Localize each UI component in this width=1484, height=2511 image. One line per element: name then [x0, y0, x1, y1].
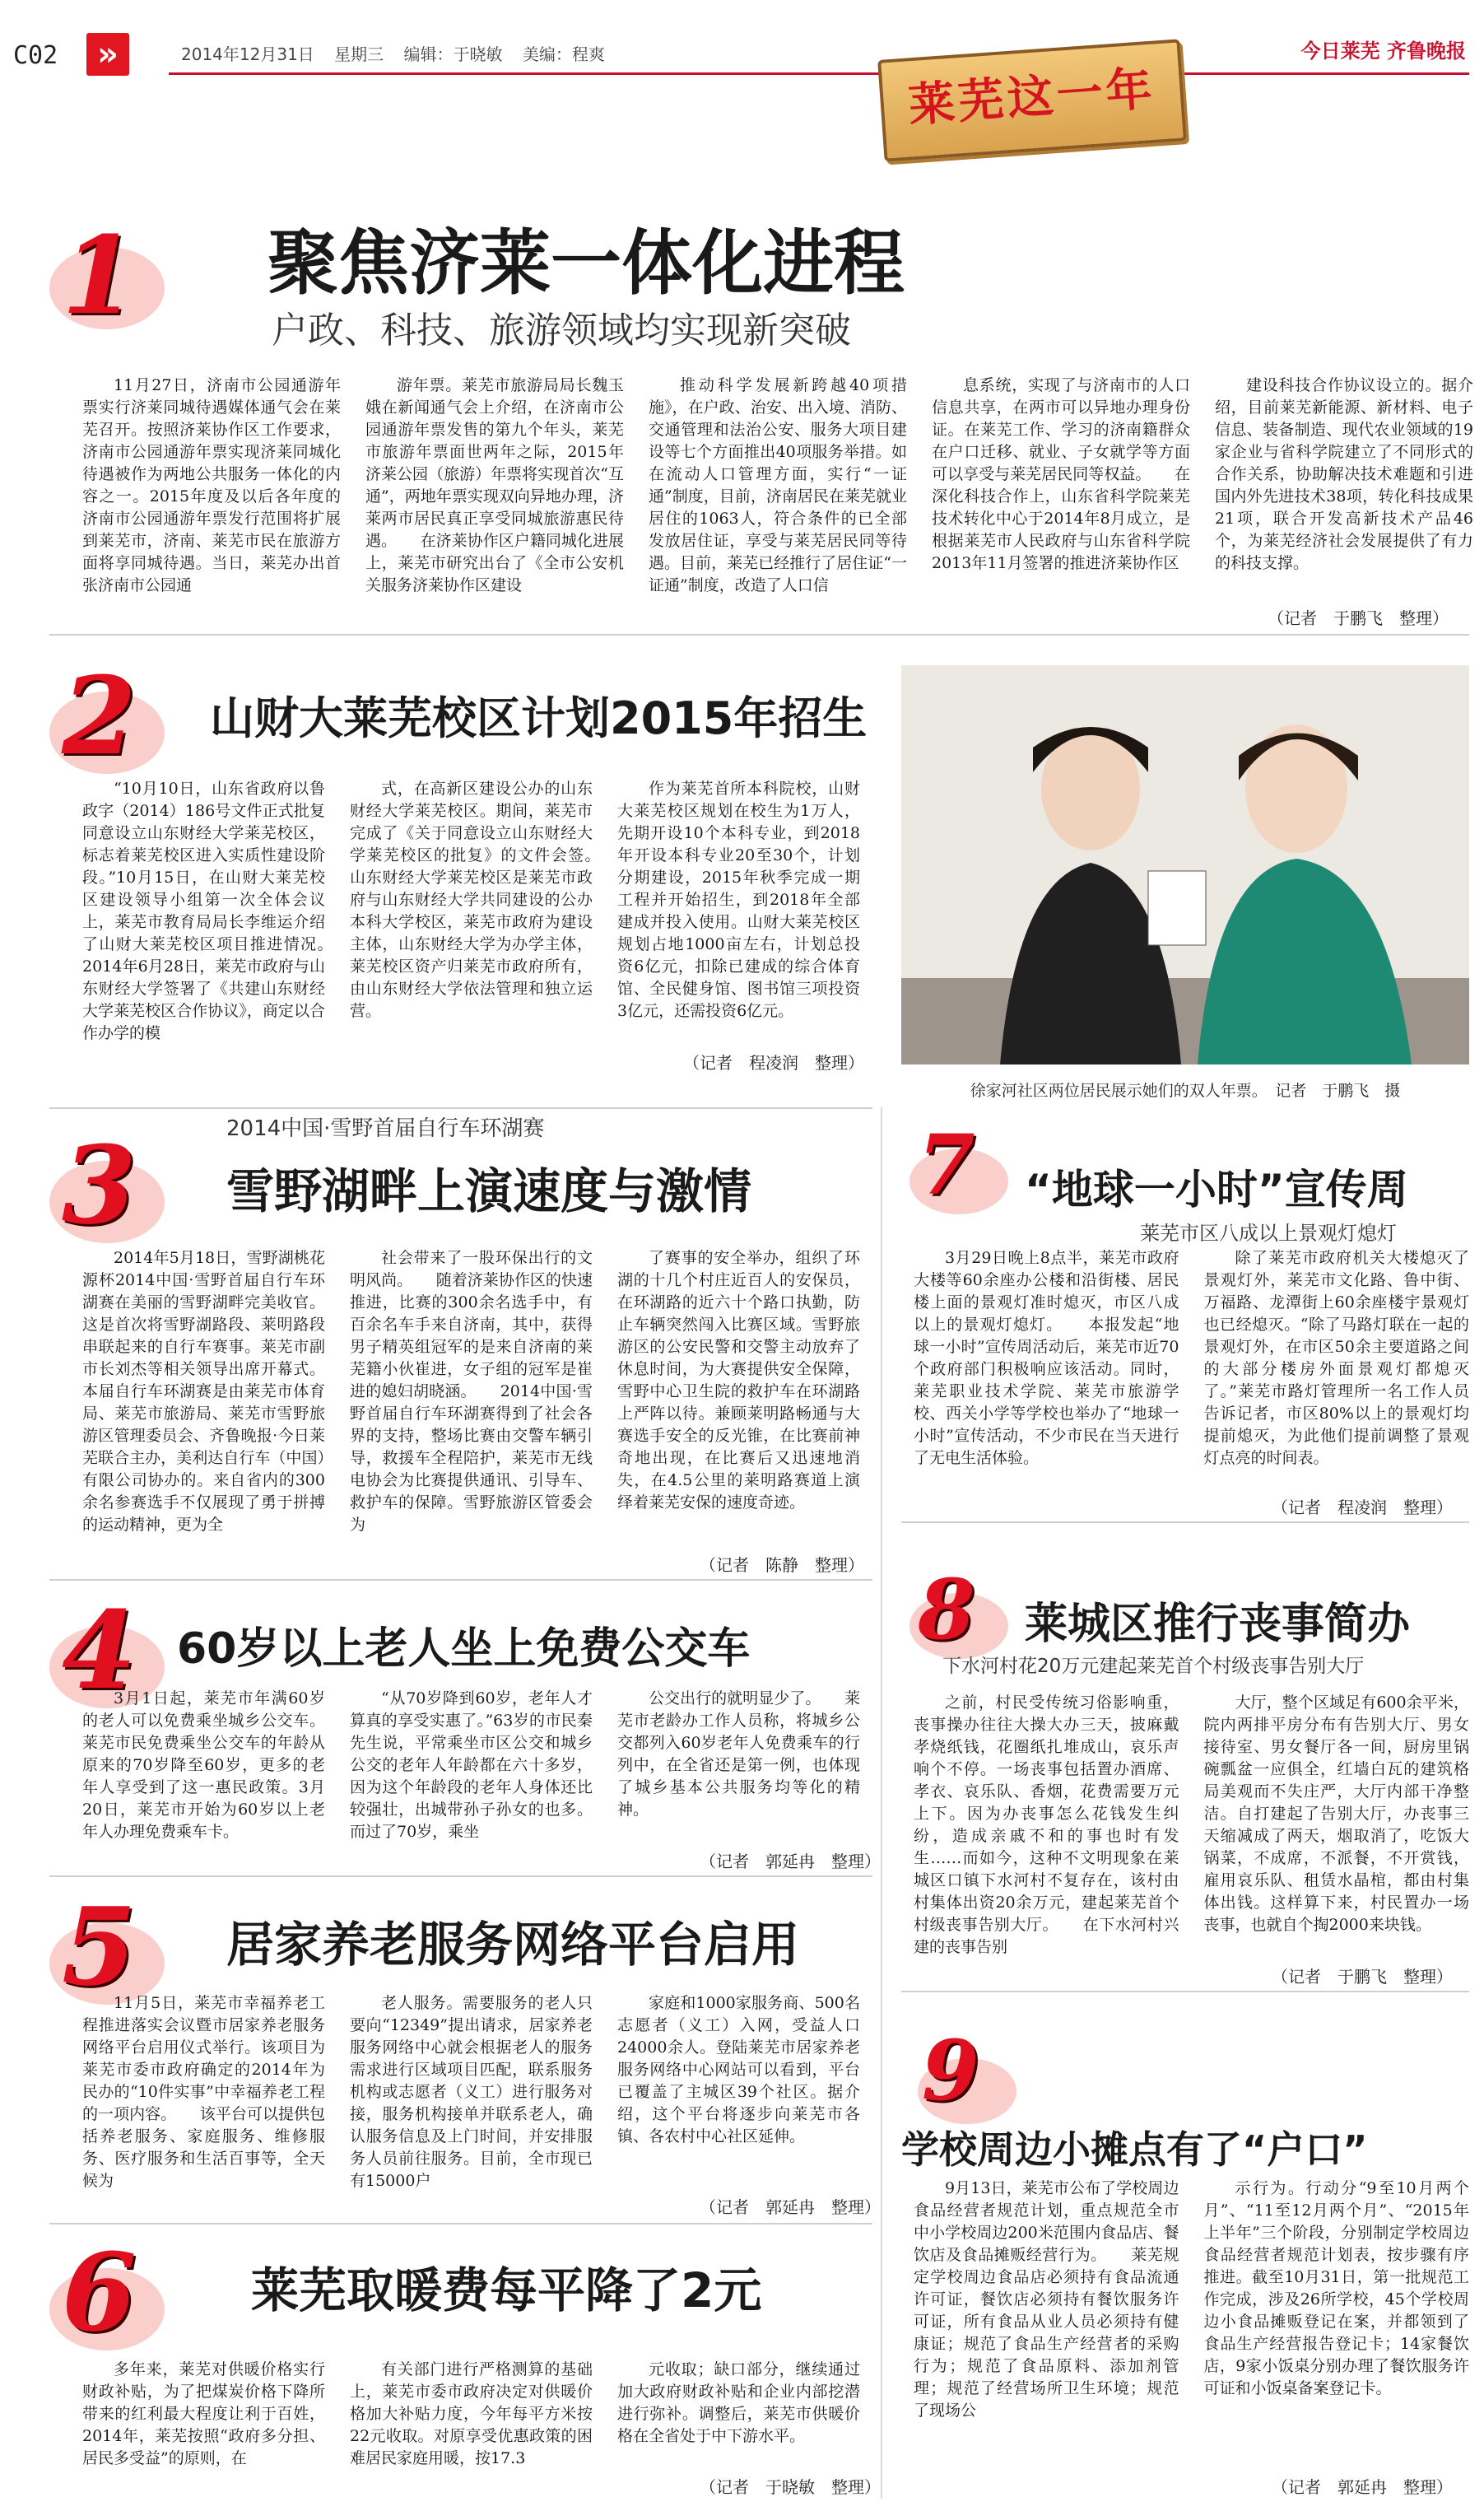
masthead-rule: [169, 72, 1469, 75]
byline: （记者 于鹏飞 整理）: [1272, 1967, 1453, 1987]
article-column: 社会带来了一股环保出行的文明风尚。 随着济莱协作区的快速推进，比赛的300余名选手中，有百余名车手来自济南，其中，获得男子精英组冠军的是来自济南的莱芜籍小伙崔进，女子组的冠军是崔进的媳妇胡晓涵。 2014中国·雪野首届自行车环湖赛得到了社会各界的支持，整场比赛由交警车辆引导，救援车全程陪护，莱芜市无线电协会为比赛提供通讯、引导车、救护车的保障。雪野旅游区管委会为: [350, 1249, 593, 1534]
article-number: 5: [62, 1884, 137, 2010]
article-column: 息系统，实现了与济南市的人口信息共享，在两市可以异地办理身份证。在莱芜工作、学习的济南籍群众在户口迁移、就业、子女就学等方面可以享受与莱芜居民同等权益。 在深化科技合作上，山东省科学院莱芜技术转化中心于2014年8月成立，是根据莱芜市人民政府与山东省科学院2013年11月签署的推进济莱协作区: [932, 376, 1190, 572]
article-body: [82, 2359, 860, 2470]
article-column: 游年票。莱芜市旅游局局长魏玉娥在新闻通气会上介绍，在济南市公园通游年票发售的第九个年头，莱芜市旅游年票面世两年之际，2015年济莱公园（旅游）年票将实现首次“互通”，两地年票实现双向异地办理，济莱两市居民真正享受同城旅游惠民待遇。 在济莱协作区户籍同城化进展上，莱芜市研究出台了《全市公安机关服务济莱协作区建设: [365, 376, 624, 594]
divider: [49, 1875, 872, 1877]
article-column: 3月1日起，莱芜市年满60岁的老人可以免费乘坐城乡公交车。莱芜市民免费乘坐公交车的年龄从原来的70岁降至60岁，更多的老年人享受到了这一惠民政策。3月20日，莱芜市开始为60岁以上老年人办理免费乘车卡。: [82, 1689, 325, 1841]
article-column: 2014年5月18日，雪野湖桃花源杯2014中国·雪野首届自行车环湖赛在美丽的雪野湖畔完美收官。这是首次将雪野湖路段、莱明路段串联起来的自行车赛事。莱芜市副市长刘杰等相关领导出席开幕式。本届自行车环湖赛是由莱芜市体育局、莱芜市旅游局、莱芜市雪野旅游区管理委员会、齐鲁晚报·今日莱芜联合主办，美利达自行车（中国）有限公司协办的。来自省内的300余名参赛选手不仅展现了勇于拼搏的运动精神，更为全: [82, 1249, 325, 1534]
byline: （记者 郭延冉 整理）: [700, 1852, 881, 1871]
article-headline: 山财大莱芜校区计划2015年招生: [210, 692, 868, 744]
article-body: [82, 1688, 860, 1852]
article-number: 2: [62, 653, 137, 779]
column-divider: [881, 1107, 882, 2499]
article-subheadline: 莱芜市区八成以上景观灯熄灯: [1140, 1222, 1397, 1245]
page-number: C02: [13, 41, 58, 70]
issue-meta: [181, 41, 620, 65]
article-headline: 莱城区推行丧事简办: [1025, 1600, 1411, 1649]
designer-credit: 美编：程爽: [522, 44, 605, 64]
article-column: 作为莱芜首所本科院校，山财大莱芜校区规划在校生为1万人，先期开设10个本科专业，到2018年开设本科专业20至30个，计划分期建设，2015年秋季完成一期工程并开始招生，到2018年全部建成并投入使用。山财大莱芜校区规划占地1000亩左右，计划总投资6亿元，扣除已建成的综合体育馆、全民健身馆、图书馆三项投资3亿元，还需投资6亿元。: [617, 780, 860, 1020]
news-photo: [901, 665, 1469, 1064]
article-number: 7: [918, 1116, 975, 1214]
publication-name: 今日莱芜 齐鲁晚报: [1300, 39, 1466, 63]
article-number: 3: [62, 1122, 137, 1248]
article-body: [82, 1992, 860, 2198]
article-column: 有关部门进行严格测算的基础上，莱芜市委市政府决定对供暖价格加大补贴力度，今年每平方米按22元收取。对原享受优惠政策的困难居民家庭用暖，按17.3: [350, 2360, 593, 2467]
article-column: 11月27日，济南市公园通游年票实行济莱同城待遇媒体通气会在莱芜召开。按照济莱协作区工作要求，济南市公园通游年票实现济莱同城化待遇被作为两地公共服务一体化的内容之一。2015年度及以后各年度的济南市公园通游年票发行范围将扩展到莱芜市，济南、莱芜市民在旅游方面将享同城待遇。当日，莱芜办出首张济南市公园通: [82, 376, 341, 594]
issue-date: 2014年12月31日: [181, 44, 314, 64]
article-column: 式，在高新区建设公办的山东财经大学莱芜校区。期间，莱芜市完成了《关于同意设立山东财经大学莱芜校区的批复》的文件会签。 山东财经大学莱芜校区是莱芜市政府与山东财经大学共同建设的公办本科大学校区，莱芜市政府为建设主体，山东财经大学为办学主体，莱芜校区资产归莱芜市政府所有，由山东财经大学依法管理和独立运营。: [350, 780, 625, 1020]
article-subheadline: 户政、科技、旅游领域均实现新突破: [272, 310, 851, 352]
divider: [49, 1579, 872, 1581]
article-column: 9月13日，莱芜市公布了学校周边食品经营者规范计划，重点规范全市中小学校周边200米范围内食品店、餐饮店及食品摊贩经营行为。 莱芜规定学校周边食品店必须持有食品流通许可证，餐饮店必须持有餐饮服务许可证，所有食品从业人员必须持有健康证；规范了食品生产经营者的采购行为；规范了食品原料、添加剂管理；规范了经营场所卫生环境；规范了现场公: [914, 2179, 1179, 2420]
article-body: [914, 2178, 1469, 2470]
article-number: 6: [62, 2229, 137, 2355]
article-column: 了赛事的安全举办，组织了环湖的十几个村庄近百人的安保员，在环湖路的近六十个路口执勤，防止车辆突然闯入比赛区域。雪野旅游区的公安民警和交警主动放弃了休息时间，为大赛提供安全保障，雪野中心卫生院的救护车在环湖路上严阵以待。兼顾莱明路畅通与大赛选手安全的反光锥，在比赛前神奇地出现，在比赛后又迅速地消失，在4.5公里的莱明路赛道上演绎着莱芜安保的速度奇迹。: [617, 1249, 860, 1512]
article-body: [82, 1247, 860, 1556]
byline: （记者 郭延冉 整理）: [1272, 2477, 1453, 2497]
article-column: “10月10日，山东省政府以鲁政字（2014）186号文件正式批复同意设立山东财经大学莱芜校区，标志着莱芜校区进入实质性建设阶段。”10月15日，在山财大莱芜校区建设领导小组第一次全体会议上，莱芜市教育局局长李维运介绍了山财大莱芜校区项目推进情况。 2014年6月28日，莱芜市政府与山东财经大学签署了《共建山东财经大学莱芜校区合作协议》，商定以合作办学的模: [82, 780, 357, 1042]
article-column: 公交出行的就明显少了。 莱芜市老龄办工作人员称，将城乡公交都列入60岁老年人免费乘车的行列中，在全省还是第一例，也体现了城乡基本公共服务均等化的精神。: [617, 1689, 860, 1819]
divider: [49, 2223, 872, 2224]
photo-illustration: [901, 665, 1469, 1064]
byline: （记者 于鹏飞 整理）: [1268, 608, 1449, 628]
article-headline: “地球一小时”宣传周: [1025, 1166, 1408, 1214]
article-body: [82, 375, 1473, 605]
article-column: 除了莱芜市政府机关大楼熄灭了景观灯外，莱芜市文化路、鲁中街、万福路、龙潭街上60余座楼宇景观灯也已经熄灭。“除了马路灯联在一起的景观灯外，在市区50余主要道路之间的大部分楼房外面景观灯都熄灭了。”莱芜市路灯管理所一名工作人员告诉记者，市区80%以上的景观灯均提前熄灭，为此他们提前调整了景观灯点亮的时间表。: [1203, 1249, 1469, 1467]
article-column: “从70岁降到60岁，老年人才算真的享受实惠了。”63岁的市民秦先生说，平常乘坐市区公交和城乡公交的老年人年龄都在六十多岁，因为这个年龄段的老年人身体还比较强壮，出城带孙子孙女的也多。而过了70岁，乘坐: [350, 1689, 593, 1841]
article-column: 大厅，整个区域足有600余平米，院内两排平房分布有告别大厅、男女接待室、男女餐厅各一间，厨房里锅碗瓢盆一应俱全，红墙白瓦的建筑格局美观而不失庄严，大厅内部干净整洁。自打建起了告别大厅，办丧事三天缩减成了两天，烟取消了，吃饭大锅菜，不成席，不派餐，不开赏钱，雇用哀乐队、租赁水晶棺，都由村集体出钱。这样算下来，村民置办一场丧事，也就自个掏2000来块钱。: [1203, 1693, 1469, 1934]
article-headline: 莱芜取暖费每平降了2元: [251, 2262, 762, 2318]
section-title: 莱芜这一年: [906, 61, 1157, 133]
divider: [901, 1991, 1469, 1992]
issue-weekday: 星期三: [334, 44, 384, 64]
byline: （记者 陈静 整理）: [700, 1555, 864, 1575]
article-subheadline: 下水河村花20万元建起莱芜首个村级丧事告别大厅: [942, 1656, 1365, 1677]
divider: [901, 1521, 1469, 1523]
article-pretitle: 2014中国·雪野首届自行车环湖赛: [226, 1116, 545, 1141]
chevron-right-icon: »: [86, 33, 129, 76]
article-column: 元收取；缺口部分，继续通过加大政府财政补贴和企业内部挖潜进行弥补。调整后，莱芜市供暖价格在全省处于中下游水平。: [617, 2360, 860, 2445]
byline: （记者 程凌润 整理）: [1272, 1498, 1453, 1517]
article-number: 9: [922, 2022, 979, 2119]
article-headline: 雪野湖畔上演速度与激情: [226, 1163, 752, 1219]
byline: （记者 程凌润 整理）: [683, 1053, 864, 1073]
article-column: 多年来，莱芜对供暖价格实行财政补贴，为了把煤炭价格下降所带来的红利最大程度让利于百姓，2014年，莱芜按照“政府多分担、居民多受益”的原则，在: [82, 2360, 325, 2467]
article-number: 1: [62, 212, 137, 338]
article-column: 老人服务。需要服务的老人只要向“12349”提出请求，居家养老服务网络中心就会根据老人的服务需求进行区域项目匹配，联系服务机构或志愿者（义工）进行服务对接，服务机构接单并联系老人，确认服务信息及上门时间，并安排服务人员前往服务。目前，全市现已有15000户: [350, 1994, 593, 2190]
article-number: 8: [918, 1561, 975, 1658]
article-column: 3月29日晚上8点半，莱芜市政府大楼等60余座办公楼和沿街楼、居民楼上面的景观灯准时熄灭，市区八成以上的景观灯熄灯。 本报发起“地球一小时”宣传周活动后，莱芜市近70个政府部门积极响应该活动。同时，莱芜职业技术学院、莱芜市旅游学校、西关小学等学校也举办了“地球一小时”宣传活动，不少市民在当天进行了无电生活体验。: [914, 1249, 1179, 1467]
editor-credit: 编辑：于晓敏: [403, 44, 503, 64]
masthead: [0, 0, 1484, 148]
article-number: 4: [62, 1587, 137, 1713]
byline: （记者 于晓敏 整理）: [700, 2477, 881, 2497]
article-headline: 居家养老服务网络平台启用: [226, 1917, 800, 1973]
divider: [49, 634, 1469, 636]
article-body: [914, 1247, 1469, 1486]
article-headline: 60岁以上老人坐上免费公交车: [177, 1624, 751, 1674]
article-headline: 聚焦济莱一体化进程: [267, 222, 905, 305]
article-column: 家庭和1000家服务商、500名志愿者（义工）入网，受益人口24000余人。登陆莱芜市居家养老服务网络中心网站可以看到，平台已覆盖了主城区39个社区。据介绍，这个平台将逐步向莱芜市各镇、各农村中心社区延伸。: [617, 1994, 860, 2145]
article-column: 之前，村民受传统习俗影响重，丧事操办往往大操大办三天，披麻戴孝烧纸钱，花圈纸扎堆成山，哀乐声响个不停。一场丧事包括置办酒席、孝衣、哀乐队、香烟，花费需要万元上下。因为办丧事怎么花钱发生纠纷，造成亲戚不和的事也时有发生……而如今，这种不文明现象在莱城区口镇下水河村不复存在，该村由村集体出资20余万元，建起莱芜首个村级丧事告别大厅。 在下水河村兴建的丧事告别: [914, 1693, 1179, 1956]
article-body: [82, 778, 860, 1050]
photo-caption: 徐家河社区两位居民展示她们的双人年票。 记者 于鹏飞 摄: [970, 1082, 1401, 1100]
article-column: 示行为。行动分“9至10月两个月”、“11至12月两个月”、“2015年上半年”三个阶段，分别制定学校周边食品经营者规范计划表，按步骤有序推进。截至10月31日，第一批规范工作完成，涉及26所学校，45个学校周边小食品摊贩登记在案，并都领到了食品生产经营报告登记卡；14家餐饮店，9家小饭桌分别办理了餐饮服务许可证和小饭桌备案登记卡。: [1203, 2179, 1469, 2397]
byline: （记者 郭延冉 整理）: [700, 2197, 881, 2217]
divider: [49, 1107, 872, 1109]
article-column: 11月5日，莱芜市幸福养老工程推进落实会议暨市居家养老服务网络平台启用仪式举行。该项目为莱芜市委市政府确定的2014年为民办的“10件实事”中幸福养老工程的一项内容。 该平台可以提供包括养老服务、家庭服务、维修服务、医疗服务和生活百事等，全天候为: [82, 1994, 325, 2190]
article-body: [914, 1692, 1469, 1972]
article-column: 建设科技合作协议设立的。据介绍，目前莱芜新能源、新材料、电子信息、装备制造、现代农业领域的19家企业与省科学院建立了不同形式的合作关系，协助解决技术难题和引进国内外先进技术38项，转化科技成果21项，联合开发高新技术产品46个，为莱芜经济社会发展提供了有力的科技支撑。: [1215, 376, 1473, 572]
article-column: 推动科学发展新跨越40项措施》，在户政、治安、出入境、消防、交通管理和法治公安、服务大项目建设等七个方面推出40项服务举措。如在流动人口管理方面，实行“一证通”制度，目前，济南居民在莱芜就业居住的1063人，符合条件的已全部发放居住证，享受与莱芜居民同等待遇。目前，莱芜已经推行了居住证“一证通”制度，改造了人口信: [649, 376, 907, 594]
article-headline: 学校周边小摊点有了“户口”: [901, 2127, 1368, 2172]
section-banner: [877, 39, 1187, 161]
